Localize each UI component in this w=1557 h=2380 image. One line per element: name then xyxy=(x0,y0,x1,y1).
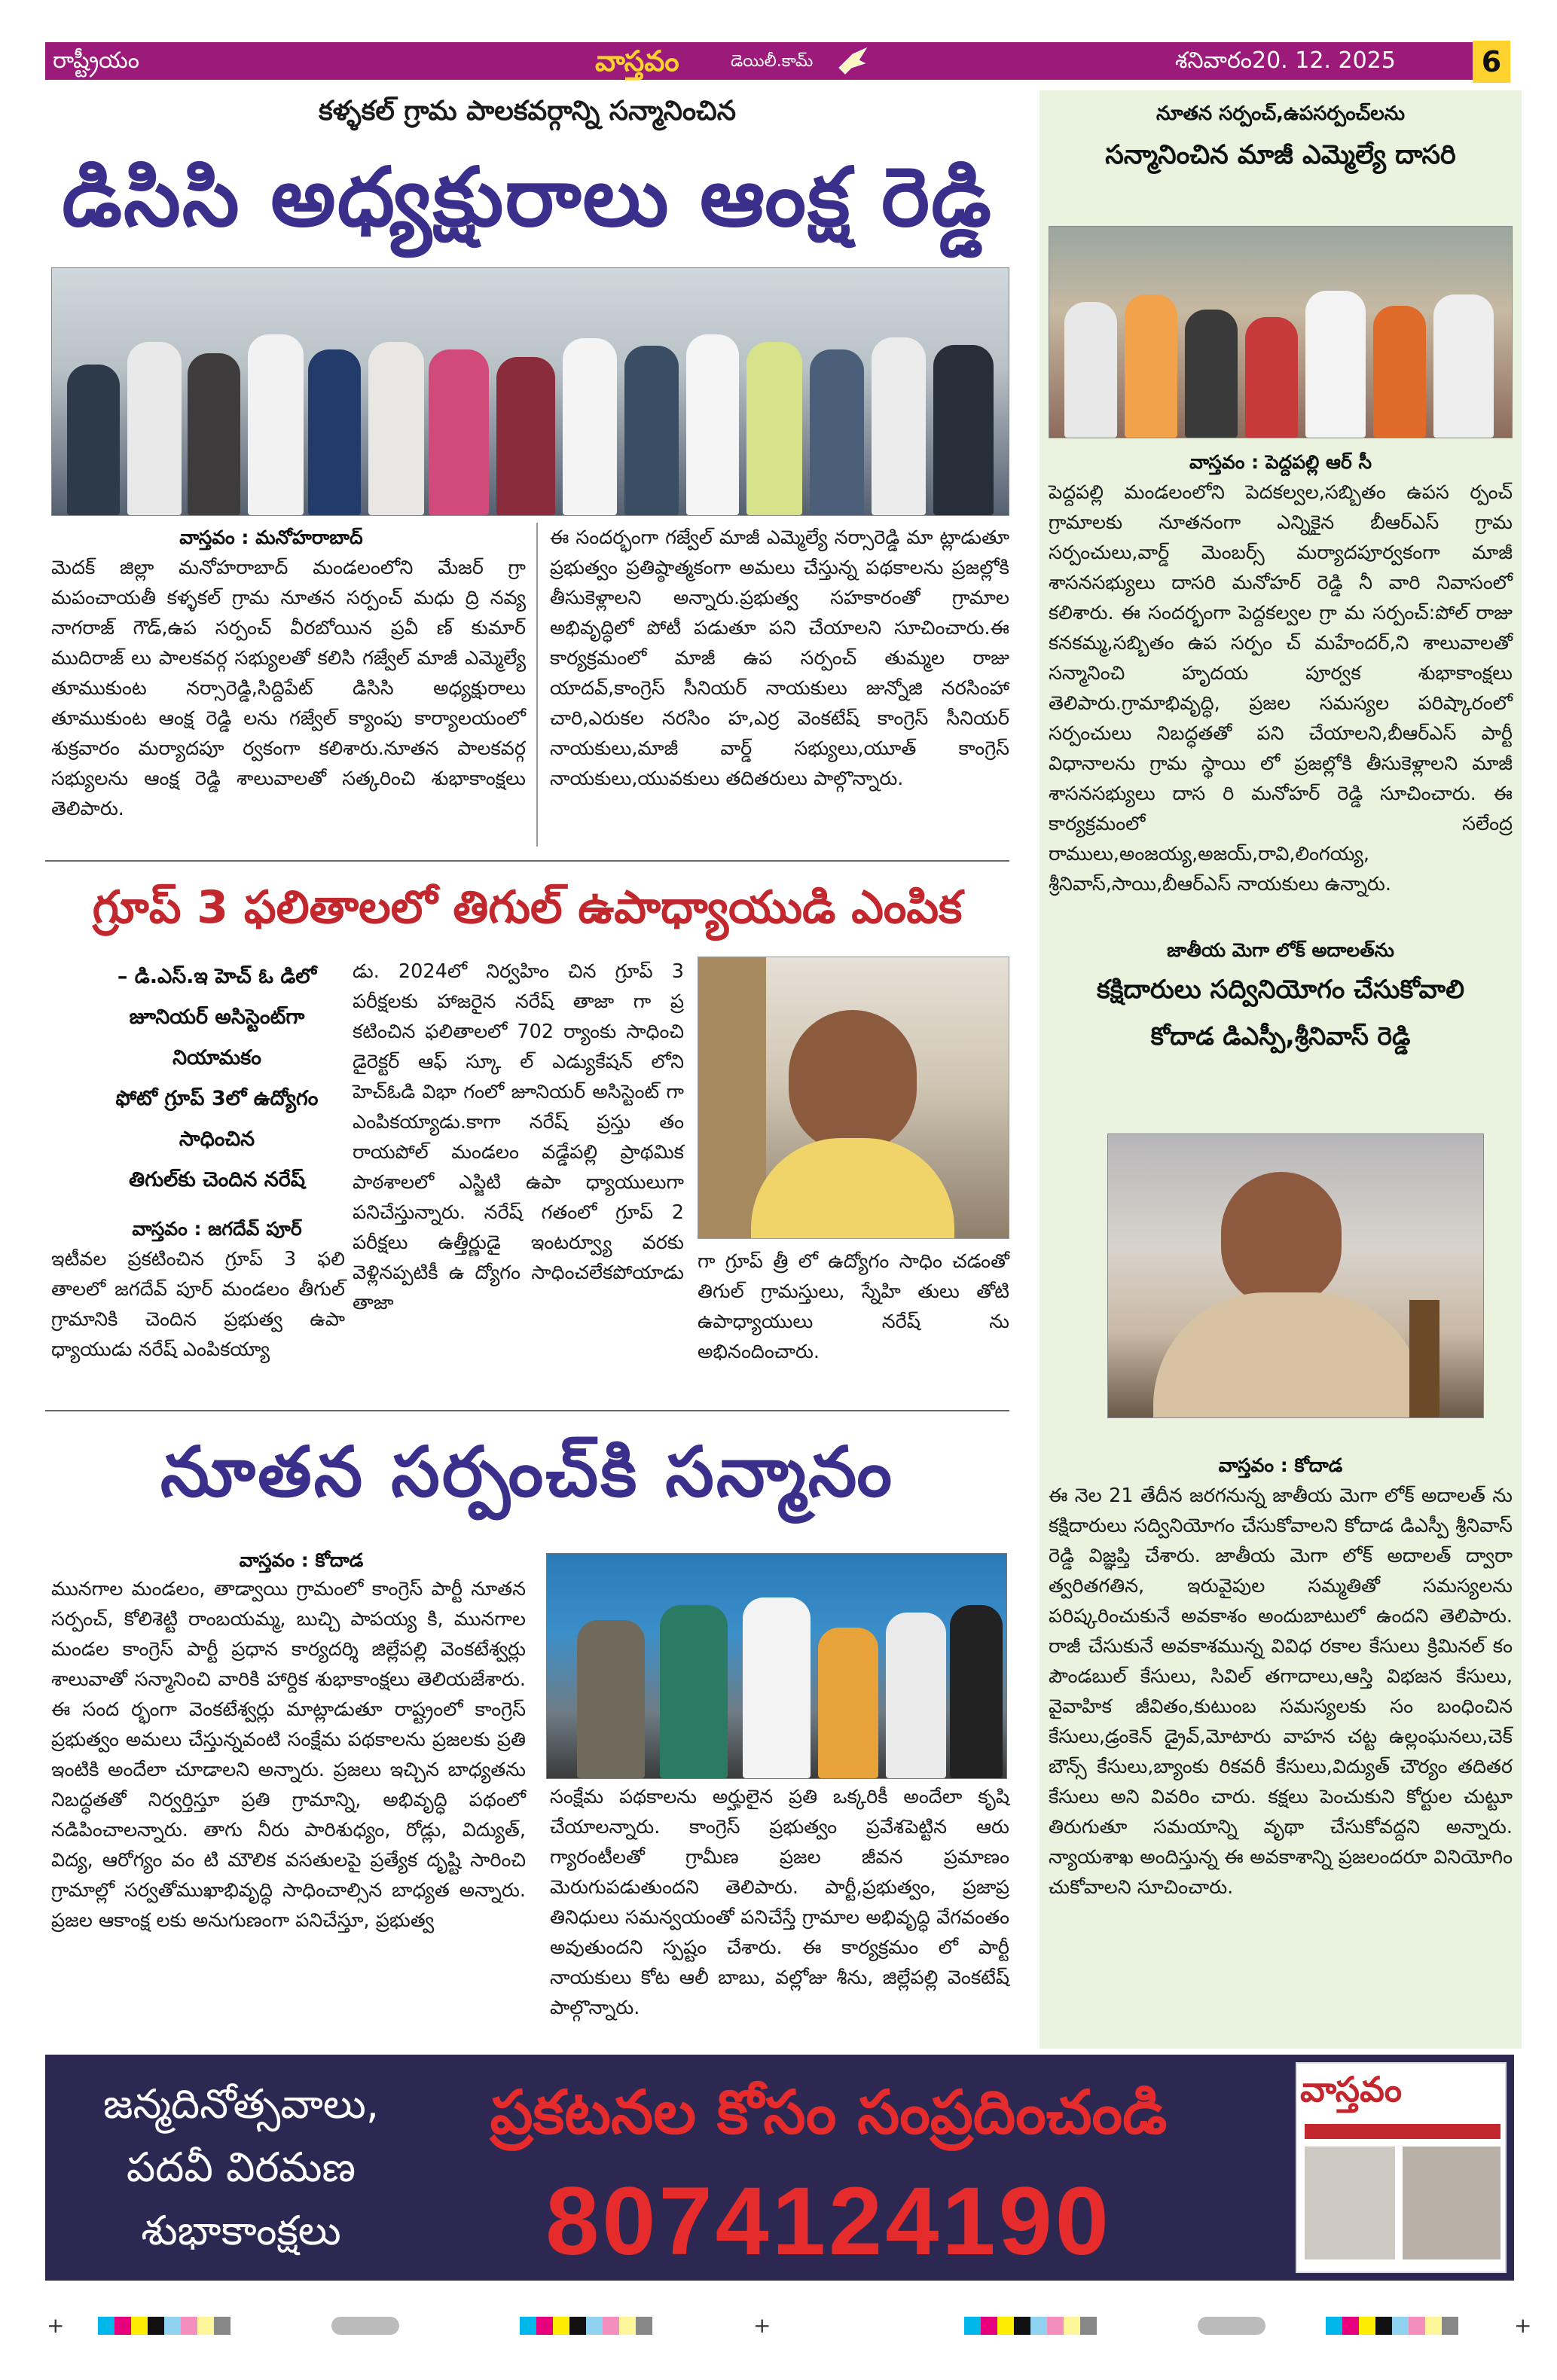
story2-subhead: – డి.ఎస్.ఇ హెచ్ ఓ డిలో xyxy=(117,965,317,988)
story2-body-left: ఇటీవల ప్రకటించిన గ్రూప్ 3 ఫలి తాలలో జగదేవ్ పూర్ మండలం తీగుల్ గ్రామానికి చెందిన ప్రభుత్వ ఉపా ధ్యాయుడు నరేష్ ఎంపికయ్యా xyxy=(51,1248,345,1361)
color-swatch xyxy=(148,2317,164,2335)
sidebar-story1-body: పెద్దపల్లి మండలంలోని పెదకల్వల,సబ్బితం ఉపస ర్పంచ్ గ్రామాలకు నూతనంగా ఎన్నికైన బీఆర్ఎస్ గ్రామ సర్పంచులు,వార్డ్ మెంబర్స్ మర్యాదపూర్వకంగా మాజీ శాసనసభ్యులు దాసరి మనోహర్ రెడ్డి నీ వారి నివాసంలో కలిశారు. ఈ సందర్భంగా పెద్దకల్వల గ్రా మ సర్పంచ్:పోల్ రాజు కనకమ్మ,సబ్బితం ఉప సర్పం చ్ మహేందర్,ని శాలువాలతో సన్మానించి హృదయ పూర్వక శుభాకాంక్షలు తెలిపారు.గ్రామాభివృద్ధి, ప్రజల సమస్యల పరిష్కారంలో సర్పంచులు నిబద్ధతతో పని చేయాలని,బీఆర్ఎస్ పార్టీ విధానాలను గ్రామ స్థాయి లో ప్రజల్లోకి తీసుకెళ్లాలని మాజీ శాసనసభ్యులు దాస రి మనోహర్ రెడ్డి సూచించారు. ఈ కార్యక్రమంలో సలేంద్ర రాములు,అంజయ్య,అజయ్,రావి,లింగయ్య, శ్రీనివాస్,సాయి,బీఆర్ఎస్ నాయకులు ఉన్నారు. xyxy=(1049,481,1513,896)
color-swatch xyxy=(114,2317,131,2335)
ad-occasion-line: పదవీ విరమణ xyxy=(126,2144,356,2191)
color-swatch xyxy=(964,2317,981,2335)
story1-body-left: మెదక్ జిల్లా మనోహరాబాద్ మండలంలోని మేజర్ గ్రా మపంచాయతీ కళ్ళకల్ గ్రామ నూతన సర్పంచ్ మధు ద్రి నవ్య నాగరాజ్ గౌడ్,ఉప సర్పంచ్ వీరబోయిన ప్రవీ ణ్ కుమార్ ముదిరాజ్ లు పాలకవర్గ సభ్యులతో కలిసి గజ్వేల్ మాజీ ఎమ్మెల్యే తూముకుంట నర్సారెడ్డి,సిద్దిపేట్ డిసిసి అధ్యక్షురాలు తూముకుంట ఆంక్ష రెడ్డి లను గజ్వేల్ క్యాంపు కార్యాలయంలో శుక్రవారం మర్యాదపూ ర్వకంగా కలిశారు.నూతన పాలకవర్గ సభ్యులను ఆంక్ష రెడ్డి శాలువాలతో సత్కరించి శుభాకాంక్షలు తెలిపారు. xyxy=(51,557,526,820)
story1-body-right: ఈ సందర్భంగా గజ్వేల్ మాజీ ఎమ్మెల్యే నర్సారెడ్డి మా ట్లాడుతూ ప్రభుత్వం ప్రతిష్ఠాత్మకంగా అమలు చేస్తున్న పథకాలను ప్రజల్లోకి తీసుకెళ్లాలని అన్నారు.ప్రభుత్వ సహకారంతో గ్రామాల అభివృద్ధిలో పోటీ పడుతూ పని చేయాలని సూచించారు.ఈ కార్యక్రమంలో మాజీ ఉప సర్పంచ్ తుమ్మల రాజు యాదవ్,కాంగ్రెస్ సీనియర్ నాయకులు జున్నోజి నరసింహా చారి,ఎరుకల నరసిం హ,ఎర్ర వెంకటేష్ కాంగ్రెస్ సీనియర్ నాయకులు,మాజీ వార్డ్ సభ్యులు,యూత్ కాంగ్రెస్ నాయకులు,యువకులు తదితరులు పాల్గొన్నారు. xyxy=(550,526,1009,790)
grey-swatch xyxy=(331,2317,399,2335)
story3-body-right: సంక్షేమ పథకాలను అర్హులైన ప్రతి ఒక్కరికీ అందేలా కృషి చేయాలన్నారు. కాంగ్రెస్ ప్రభుత్వం ప్రవేశపెట్టిన ఆరు గ్యారంటీలతో గ్రామీణ ప్రజల జీవన ప్రమాణం మెరుగుపడుతుందని తెలిపారు. పార్టీ,ప్రభుత్వం, ప్రజాప్ర తినిధులు సమన్వయంతో పనిచేస్తే గ్రామాల అభివృద్ధి వేగవంతం అవుతుందని స్పష్టం చేశారు. ఈ కార్యక్రమం లో పార్టీ నాయకులు కోట ఆలీ బాబు, వల్లోజు శీను, జిల్లేపల్లి వెంకటేష్ పాల్గొన్నారు. xyxy=(550,1786,1009,2019)
sidebar-story2-photo xyxy=(1107,1134,1484,1418)
story2-portrait-photo xyxy=(698,957,1009,1239)
sidebar-story1-dateline: వాస్తవం : పెద్దపల్లి ఆర్ సీ xyxy=(1189,451,1372,473)
color-swatch xyxy=(214,2317,230,2335)
color-swatch xyxy=(553,2317,569,2335)
ad-logo: వాస్తవం xyxy=(1300,2069,1403,2110)
color-swatch xyxy=(619,2317,636,2335)
color-swatch xyxy=(569,2317,586,2335)
story2-subhead: ఫోటో గ్రూప్ 3లో ఉద్యోగం xyxy=(115,1087,319,1110)
color-swatch xyxy=(1442,2317,1458,2335)
color-swatch xyxy=(1080,2317,1097,2335)
sidebar-story2-body: ఈ నెల 21 తేదీన జరగనున్న జాతీయ మెగా లోక్ అదాలత్ ను కక్షిదారులు సద్వినియోగం చేసుకోవాలని కోదాడ డిఎస్పీ శ్రీనివాస్ రెడ్డి విజ్ఞప్తి చేశారు. జాతీయ మెగా లోక్ అదాలత్ ద్వారా త్వరితగతిన, ఇరువైపుల సమ్మతితో సమస్యలను పరిష్కరించుకునే అవకాశం అందుబాటులో ఉందని తెలిపారు. రాజీ చేసుకునే అవకాశమున్న వివిధ రకాల కేసులు క్రిమినల్ కం పౌండబుల్ కేసులు, సివిల్ తగాదాలు,ఆస్తి విభజన కేసులు, వైవాహిక జీవితం,కుటుంబ సమస్యలకు సం బంధించిన కేసులు,డ్రంకెన్ డ్రైవ్,మోటారు వాహన చట్ట ఉల్లంఘనలు,చెక్ బౌన్స్ కేసులు,బ్యాంకు రికవరీ కేసులు,విద్యుత్ చౌర్యం తదితర కేసులు అని వివరిం చారు. కక్షలు పెంచుకుని కోర్టుల చుట్టూ తిరుగుతూ సమయాన్ని వృథా చేసుకోవద్దని అన్నారు. న్యాయశాఖ అందిస్తున్న ఈ అవకాశాన్ని ప్రజలందరూ వినియోగిం చుకోవాలని సూచించారు. xyxy=(1049,1484,1513,1899)
sidebar-story1-headline: సన్మానించిన మాజీ ఎమ్మెల్యే దాసరి xyxy=(1105,140,1456,170)
registration-mark: + xyxy=(47,2313,65,2338)
page-number: 6 xyxy=(1473,41,1510,83)
color-swatch xyxy=(981,2317,997,2335)
section-divider xyxy=(45,1410,1009,1411)
grey-swatch xyxy=(1198,2317,1265,2335)
ad-occasions xyxy=(68,2073,414,2263)
site-label: డెయిలీ.కామ్ xyxy=(731,52,814,71)
story3-felicitation-photo xyxy=(546,1553,1007,1779)
ad-occasion-line: శుభాకాంక్షలు xyxy=(141,2207,341,2254)
color-swatch xyxy=(636,2317,652,2335)
story2-subhead: జూనియర్ అసిస్టెంట్‌గా xyxy=(129,1005,305,1029)
color-swatch xyxy=(1359,2317,1375,2335)
color-swatch xyxy=(98,2317,114,2335)
story2-photo-caption: గా గ్రూప్ త్రీ లో ఉద్యోగం సాధిం చడంతో తిగుల్ గ్రామస్తులు, స్నేహి తులు తోటి ఉపాధ్యాయులు నరేష్ ను అభినందించారు. xyxy=(698,1250,1009,1363)
story2-subhead: తిగుల్‌కు చెందిన నరేష్ xyxy=(128,1168,306,1192)
color-swatch xyxy=(603,2317,619,2335)
story2-body-middle: డు. 2024లో నిర్వహిం చిన గ్రూప్ 3 పరీక్షలకు హాజరైన నరేష్ తాజా గా ప్ర కటించిన ఫలితాలలో 702 ర్యాంకు సాధించి డైరెక్టర్ ఆఫ్ స్కూ ల్ ఎడ్యుకేషన్ లోని హెచ్ఓడి విభా గంలో జూనియర్ అసిస్టెంట్ గా ఎంపికయ్యాడు.కాగా నరేష్ ప్రస్తు తం రాయపోల్ మండలం వడ్డేపల్లి ప్రాథమిక పాఠశాలలో ఎస్జిటి ఉపా ధ్యాయులుగా పనిచేస్తున్నారు. నరేష్ గతంలో గ్రూప్ 2 పరీక్షలు ఉత్తీర్ణుడై ఇంటర్వ్యూ వరకు వెళ్లినప్పటికీ ఉ ద్యోగం సాధించలేకపోయాడు తాజా xyxy=(353,960,684,1314)
sidebar-story2-subhead: కోదాడ డిఎస్పీ,శ్రీనివాస్ రెడ్డి xyxy=(1150,1021,1411,1051)
sidebar-story1-kicker: నూతన సర్పంచ్,ఉపసర్పంచ్‌లను xyxy=(1156,102,1405,125)
story2-headline: గ్రూప్ 3 ఫలితాలలో తిగుల్ ఉపాధ్యాయుడి ఎంపిక xyxy=(92,881,963,934)
sidebar-story2-headline: కక్షిదారులు సద్వినియోగం చేసుకోవాలి xyxy=(1096,975,1465,1005)
ad-occasion-line: జన్మదినోత్సవాలు, xyxy=(102,2080,380,2128)
newspaper-logo: వాస్తవం xyxy=(595,44,679,78)
story3-dateline: వాస్తవం : కోదాడ xyxy=(239,1549,364,1571)
story3-headline: నూతన సర్పంచ్‌కి సన్మానం xyxy=(160,1432,895,1512)
color-swatch xyxy=(1392,2317,1409,2335)
story3-body-left: మునగాల మండలం, తాడ్వాయి గ్రామంలో కాంగ్రెస్ పార్టీ నూతన సర్పంచ్, కోలిశెట్టి రాంబయమ్మ, బుచ్చి పాపయ్య కి, మునగాల మండల కాంగ్రెస్ పార్టీ ప్రధాన కార్యదర్శి జిల్లేపల్లి వెంకటేశ్వర్లు శాలువాతో సన్మానించి వారికి హార్దిక శుభాకాంక్షలు తెలియజేశారు. ఈ సంద ర్భంగా వెంకటేశ్వర్లు మాట్లాడుతూ రాష్ట్రంలో కాంగ్రెస్ ప్రభుత్వం అమలు చేస్తున్నవంటి సంక్షేమ పథకాలను ప్రజలకు ప్రతి ఇంటికి అందేలా చూడాలని అన్నారు. ప్రజలు ఇచ్చిన బాధ్యతను నిబద్ధతతో నిర్వర్తిస్తూ ప్రతి గ్రామాన్ని, అభివృద్ధి పథంలో నడిపించాలన్నారు. తాగు నీరు పారిశుధ్యం, రోడ్లు, విద్యుత్, విద్య, ఆరోగ్యం వం టి మౌలిక వసతులపై ప్రత్యేక దృష్టి సారించి గ్రామాల్లో సర్వతోముఖాభివృద్ధి సాధించాల్సిన బాధ్యత అన్నారు. ప్రజల ఆకాంక్ష లకు అనుగుణంగా పనిచేస్తూ, ప్రభుత్వ xyxy=(51,1578,526,1932)
color-swatch xyxy=(520,2317,536,2335)
story2-subhead: సాధించిన xyxy=(179,1127,255,1151)
story2-subhead: నియామకం xyxy=(172,1046,261,1069)
sidebar-story2-dateline: వాస్తవం : కోదాడ xyxy=(1218,1454,1343,1476)
color-swatch xyxy=(1064,2317,1080,2335)
color-swatch xyxy=(164,2317,181,2335)
color-swatch xyxy=(586,2317,603,2335)
column-divider xyxy=(536,523,538,847)
color-swatch xyxy=(197,2317,214,2335)
story1-kicker: కళ్ళకల్ గ్రామ పాలకవర్గాన్ని సన్మానించిన xyxy=(318,96,737,127)
section-label: రాష్ట్రీయం xyxy=(53,47,139,74)
ad-phone-number: 8074124190 xyxy=(545,2168,1112,2275)
story1-group-photo xyxy=(51,267,1009,516)
section-divider xyxy=(45,860,1009,862)
sidebar-story2-kicker: జాతీయ మెగా లోక్ అదాలత్‌ను xyxy=(1167,939,1394,961)
issue-date: శనివారం20. 12. 2025 xyxy=(1175,47,1396,74)
color-swatch xyxy=(1326,2317,1342,2335)
story1-headline: డిసిసి అధ్యక్షురాలు ఆంక్ష రెడ్డి xyxy=(62,151,993,245)
registration-mark: + xyxy=(753,2313,771,2338)
color-swatch xyxy=(1342,2317,1359,2335)
sidebar-story1-photo xyxy=(1049,226,1513,438)
color-swatch xyxy=(131,2317,148,2335)
ad-title: ప్రకటనల కోసం సంప్రదించండి xyxy=(490,2077,1168,2147)
story2-dateline: వాస్తవం : జగదేవ్ పూర్ xyxy=(132,1218,302,1240)
color-swatch xyxy=(1047,2317,1064,2335)
color-swatch xyxy=(536,2317,553,2335)
color-swatch xyxy=(1425,2317,1442,2335)
story2-subheads xyxy=(51,957,383,1205)
color-swatch xyxy=(1030,2317,1047,2335)
story1-dateline: వాస్తవం : మనోహరాబాద్ xyxy=(179,526,363,548)
registration-mark: + xyxy=(1514,2313,1532,2338)
color-swatch xyxy=(1375,2317,1392,2335)
color-swatch xyxy=(1409,2317,1425,2335)
color-swatch xyxy=(181,2317,197,2335)
bird-icon xyxy=(836,45,869,77)
color-swatch xyxy=(1014,2317,1030,2335)
color-swatch xyxy=(997,2317,1014,2335)
